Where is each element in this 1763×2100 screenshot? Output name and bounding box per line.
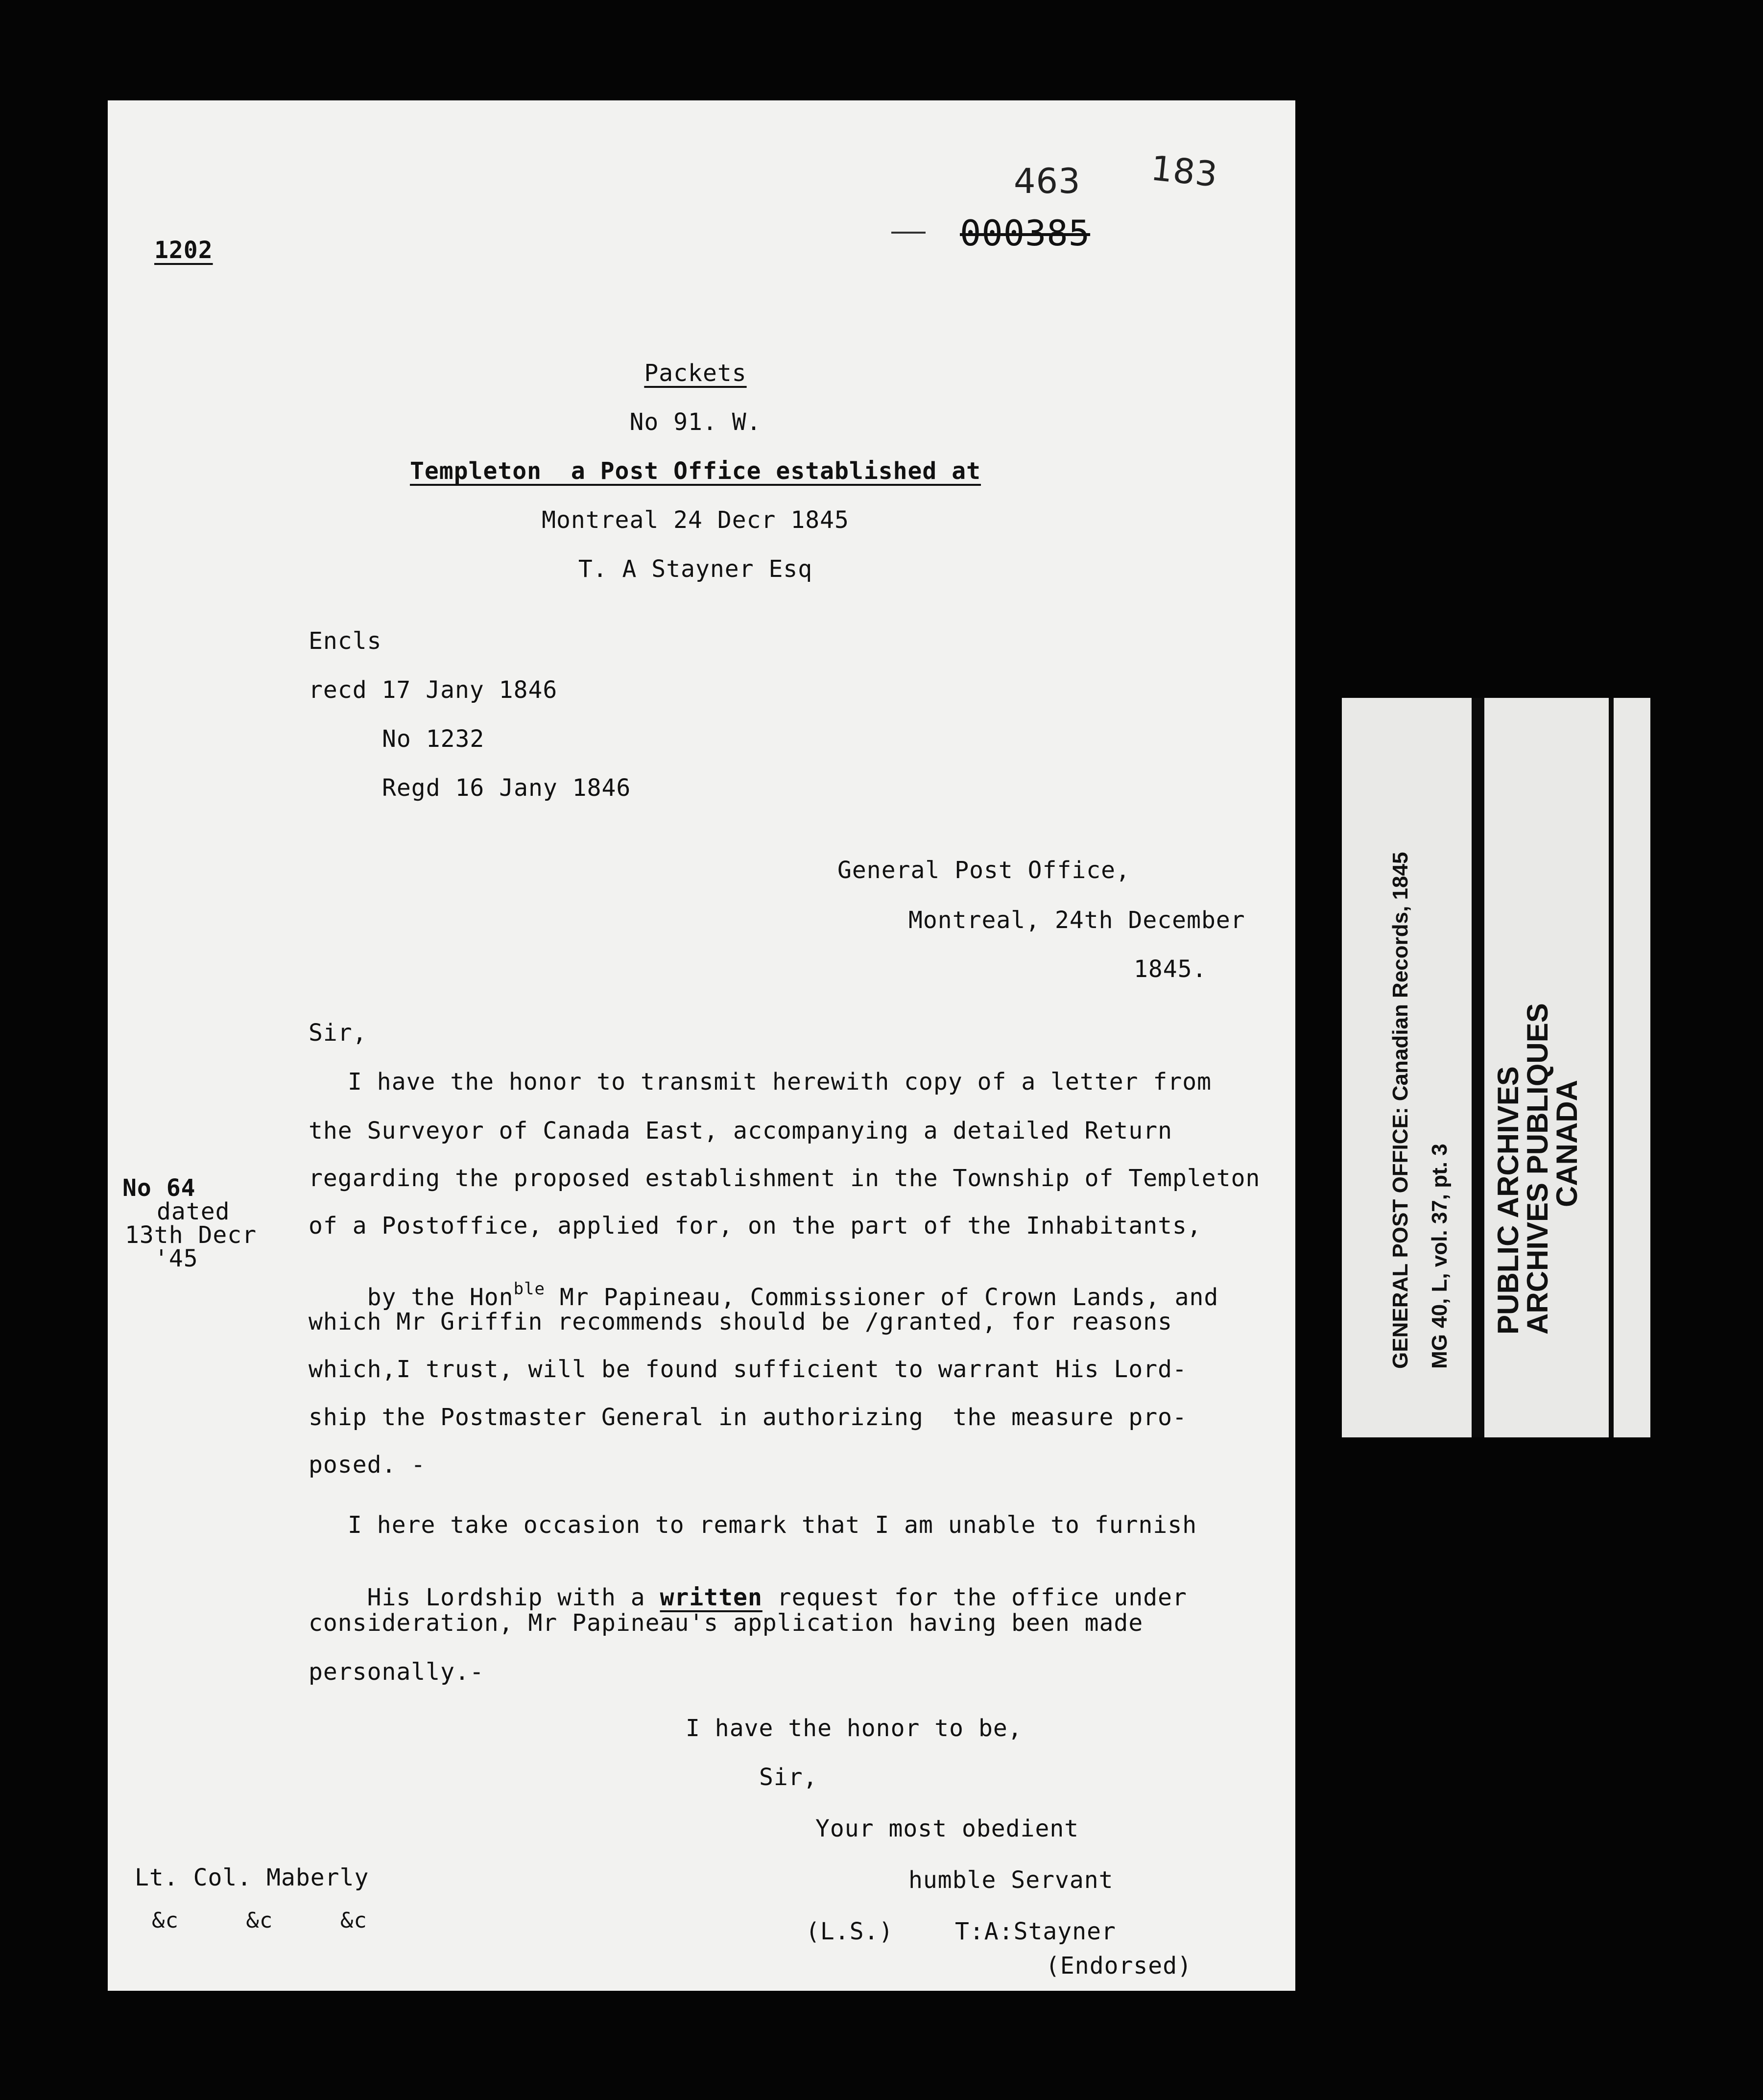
dash-mark <box>891 232 926 234</box>
closing-line-2: Sir, <box>759 1764 818 1791</box>
struck-number: 000385 <box>960 213 1091 254</box>
address-line-1: General Post Office, <box>837 857 1130 884</box>
body-line: I here take occasion to remark that I am unable to furnish <box>348 1511 1197 1539</box>
title-date: Montreal 24 Decr 1845 <box>542 506 849 534</box>
endorsed-note: (Endorsed) <box>1046 1952 1192 1980</box>
underlined-written: written <box>660 1584 762 1611</box>
margin-note-number: No 64 <box>122 1174 196 1202</box>
body-line: I have the honor to transmit herewith copy of a letter from <box>348 1068 1212 1096</box>
margin-note-year: '45 <box>154 1245 198 1272</box>
packet-number: No 91. W. <box>629 408 762 436</box>
body-line: the Surveyor of Canada East, accompanying a detailed Return <box>309 1117 1173 1145</box>
volume-line: MG 40, L, vol. 37, pt. 3 <box>1428 1144 1452 1369</box>
registry-number: No 1232 <box>382 725 485 753</box>
body-line: personally.- <box>309 1658 484 1686</box>
stamp-public-archives: PUBLIC ARCHIVES <box>1492 1066 1525 1335</box>
received-date: recd 17 Jany 1846 <box>309 676 558 704</box>
registered-date: Regd 16 Jany 1846 <box>382 774 631 802</box>
body-line: consideration, Mr Papineau's application having been made <box>309 1609 1144 1637</box>
signature: T:A:Stayner <box>955 1918 1116 1945</box>
label-divider <box>1472 698 1484 1437</box>
archive-label <box>1342 698 1650 1437</box>
addressee-name: Lt. Col. Maberly <box>135 1864 369 1891</box>
closing-line-1: I have the honor to be, <box>686 1715 1023 1742</box>
body-line: which,I trust, will be found sufficient to warrant His Lord- <box>309 1356 1187 1383</box>
body-line: ship the Postmaster General in authorizing the measure pro- <box>309 1404 1187 1431</box>
body-text-papineau: Mr Papineau, Commissioner of Crown Lands, and <box>545 1284 1219 1311</box>
title-from: T. A Stayner Esq <box>578 555 813 583</box>
seal-mark: (L.S.) <box>806 1918 894 1945</box>
record-group-line: GENERAL POST OFFICE: Canadian Records, 1845 <box>1388 852 1412 1369</box>
body-line: which Mr Griffin recommends should be /granted, for reasons <box>309 1308 1173 1336</box>
superscript-ble: ble <box>513 1279 545 1299</box>
body-text-request: request for the office under <box>762 1584 1187 1611</box>
salutation: Sir, <box>309 1019 367 1047</box>
folio-number: 183 <box>1149 148 1220 195</box>
closing-line-4: humble Servant <box>908 1866 1114 1894</box>
address-line-3: 1845. <box>1134 955 1207 983</box>
body-line: posed. - <box>309 1451 426 1479</box>
file-number: 1202 <box>154 237 213 264</box>
subject-line: Templeton a Post Office established at <box>409 457 981 485</box>
margin-note-date: 13th Decr <box>125 1221 257 1249</box>
body-line: of a Postoffice, applied for, on the part of the Inhabitants, <box>309 1212 1202 1240</box>
margin-note-dated: dated <box>157 1198 230 1225</box>
body-text-hon: by the Hon <box>367 1284 514 1311</box>
encls-label: Encls <box>309 627 382 655</box>
category-title: Packets <box>644 359 747 387</box>
letter-page <box>108 100 1295 1991</box>
archive-number: 463 <box>1014 161 1081 201</box>
label-divider-right <box>1609 698 1614 1437</box>
body-line: regarding the proposed establishment in the Township of Templeton <box>309 1165 1261 1192</box>
closing-line-3: Your most obedient <box>815 1815 1079 1842</box>
addressee-etc: &c &c &c <box>152 1908 367 1933</box>
body-text-his-lordship: His Lordship with a <box>367 1584 660 1611</box>
address-line-2: Montreal, 24th December <box>908 907 1245 934</box>
stamp-archives-publiques: ARCHIVES PUBLIQUES <box>1521 1003 1554 1335</box>
stamp-canada: CANADA <box>1550 1080 1583 1207</box>
